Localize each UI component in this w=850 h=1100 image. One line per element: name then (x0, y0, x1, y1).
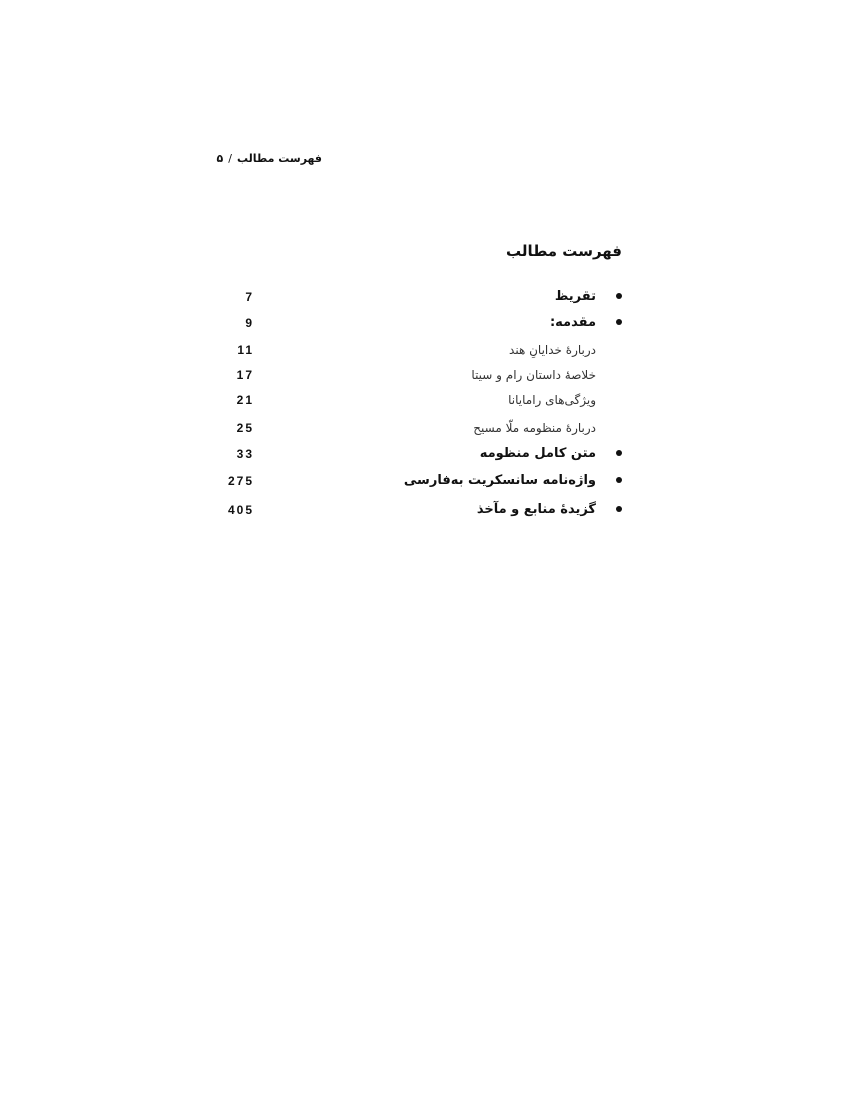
running-header-page-number: ۵ (216, 152, 224, 165)
toc-entry-label: ویژگی‌های رامایانا (508, 393, 596, 407)
toc-entry-page: 33 (236, 447, 254, 461)
toc-entry-label: خلاصهٔ داستان رام و سیتا (471, 368, 596, 382)
bullet-icon (616, 293, 622, 299)
toc-entry-introduction[interactable] (0, 313, 850, 333)
bullet-icon (616, 506, 622, 512)
toc-entry-label: دربارهٔ منظومه ملّا مسیح (473, 421, 596, 435)
toc-entry-label: تقریظ (554, 289, 596, 304)
toc-title: فهرست مطالب (506, 242, 622, 260)
toc-entry-masih-poem[interactable] (0, 418, 850, 438)
toc-entry-label: واژه‌نامه سانسکریت به‌فارسی (403, 473, 596, 488)
toc-entry-page: 25 (236, 421, 254, 435)
toc-entry-page: 21 (236, 393, 254, 407)
bullet-icon (616, 319, 622, 325)
toc-entry-gods-of-india[interactable] (0, 340, 850, 360)
toc-entry-page: 405 (227, 503, 254, 517)
toc-entry-bibliography[interactable] (0, 500, 850, 520)
bullet-icon (616, 450, 622, 456)
bullet-icon (616, 477, 622, 483)
toc-entry-label: مقدمه: (549, 315, 596, 330)
toc-entry-taqriz[interactable] (0, 287, 850, 307)
toc-entry-page: 17 (236, 368, 254, 382)
toc-entry-page: 11 (237, 343, 254, 357)
toc-entry-label: دربارهٔ خدایانِ هند (509, 343, 596, 357)
toc-entry-label: گزیدهٔ منابع و مآخذ (476, 502, 596, 517)
toc-entry-ram-sita-summary[interactable] (0, 365, 850, 385)
toc-entry-full-text[interactable] (0, 444, 850, 464)
toc-entry-page: 7 (245, 290, 254, 304)
toc-entry-label: متن کامل منظومه (479, 446, 596, 461)
toc-entry-glossary[interactable] (0, 471, 850, 491)
toc-entry-ramayana-features[interactable] (0, 390, 850, 410)
running-header-title: فهرست مطالب (236, 152, 322, 165)
running-header-separator: / (228, 152, 232, 165)
running-header (216, 152, 322, 165)
toc-entry-page: 9 (245, 316, 254, 330)
toc-entry-page: 275 (227, 474, 254, 488)
